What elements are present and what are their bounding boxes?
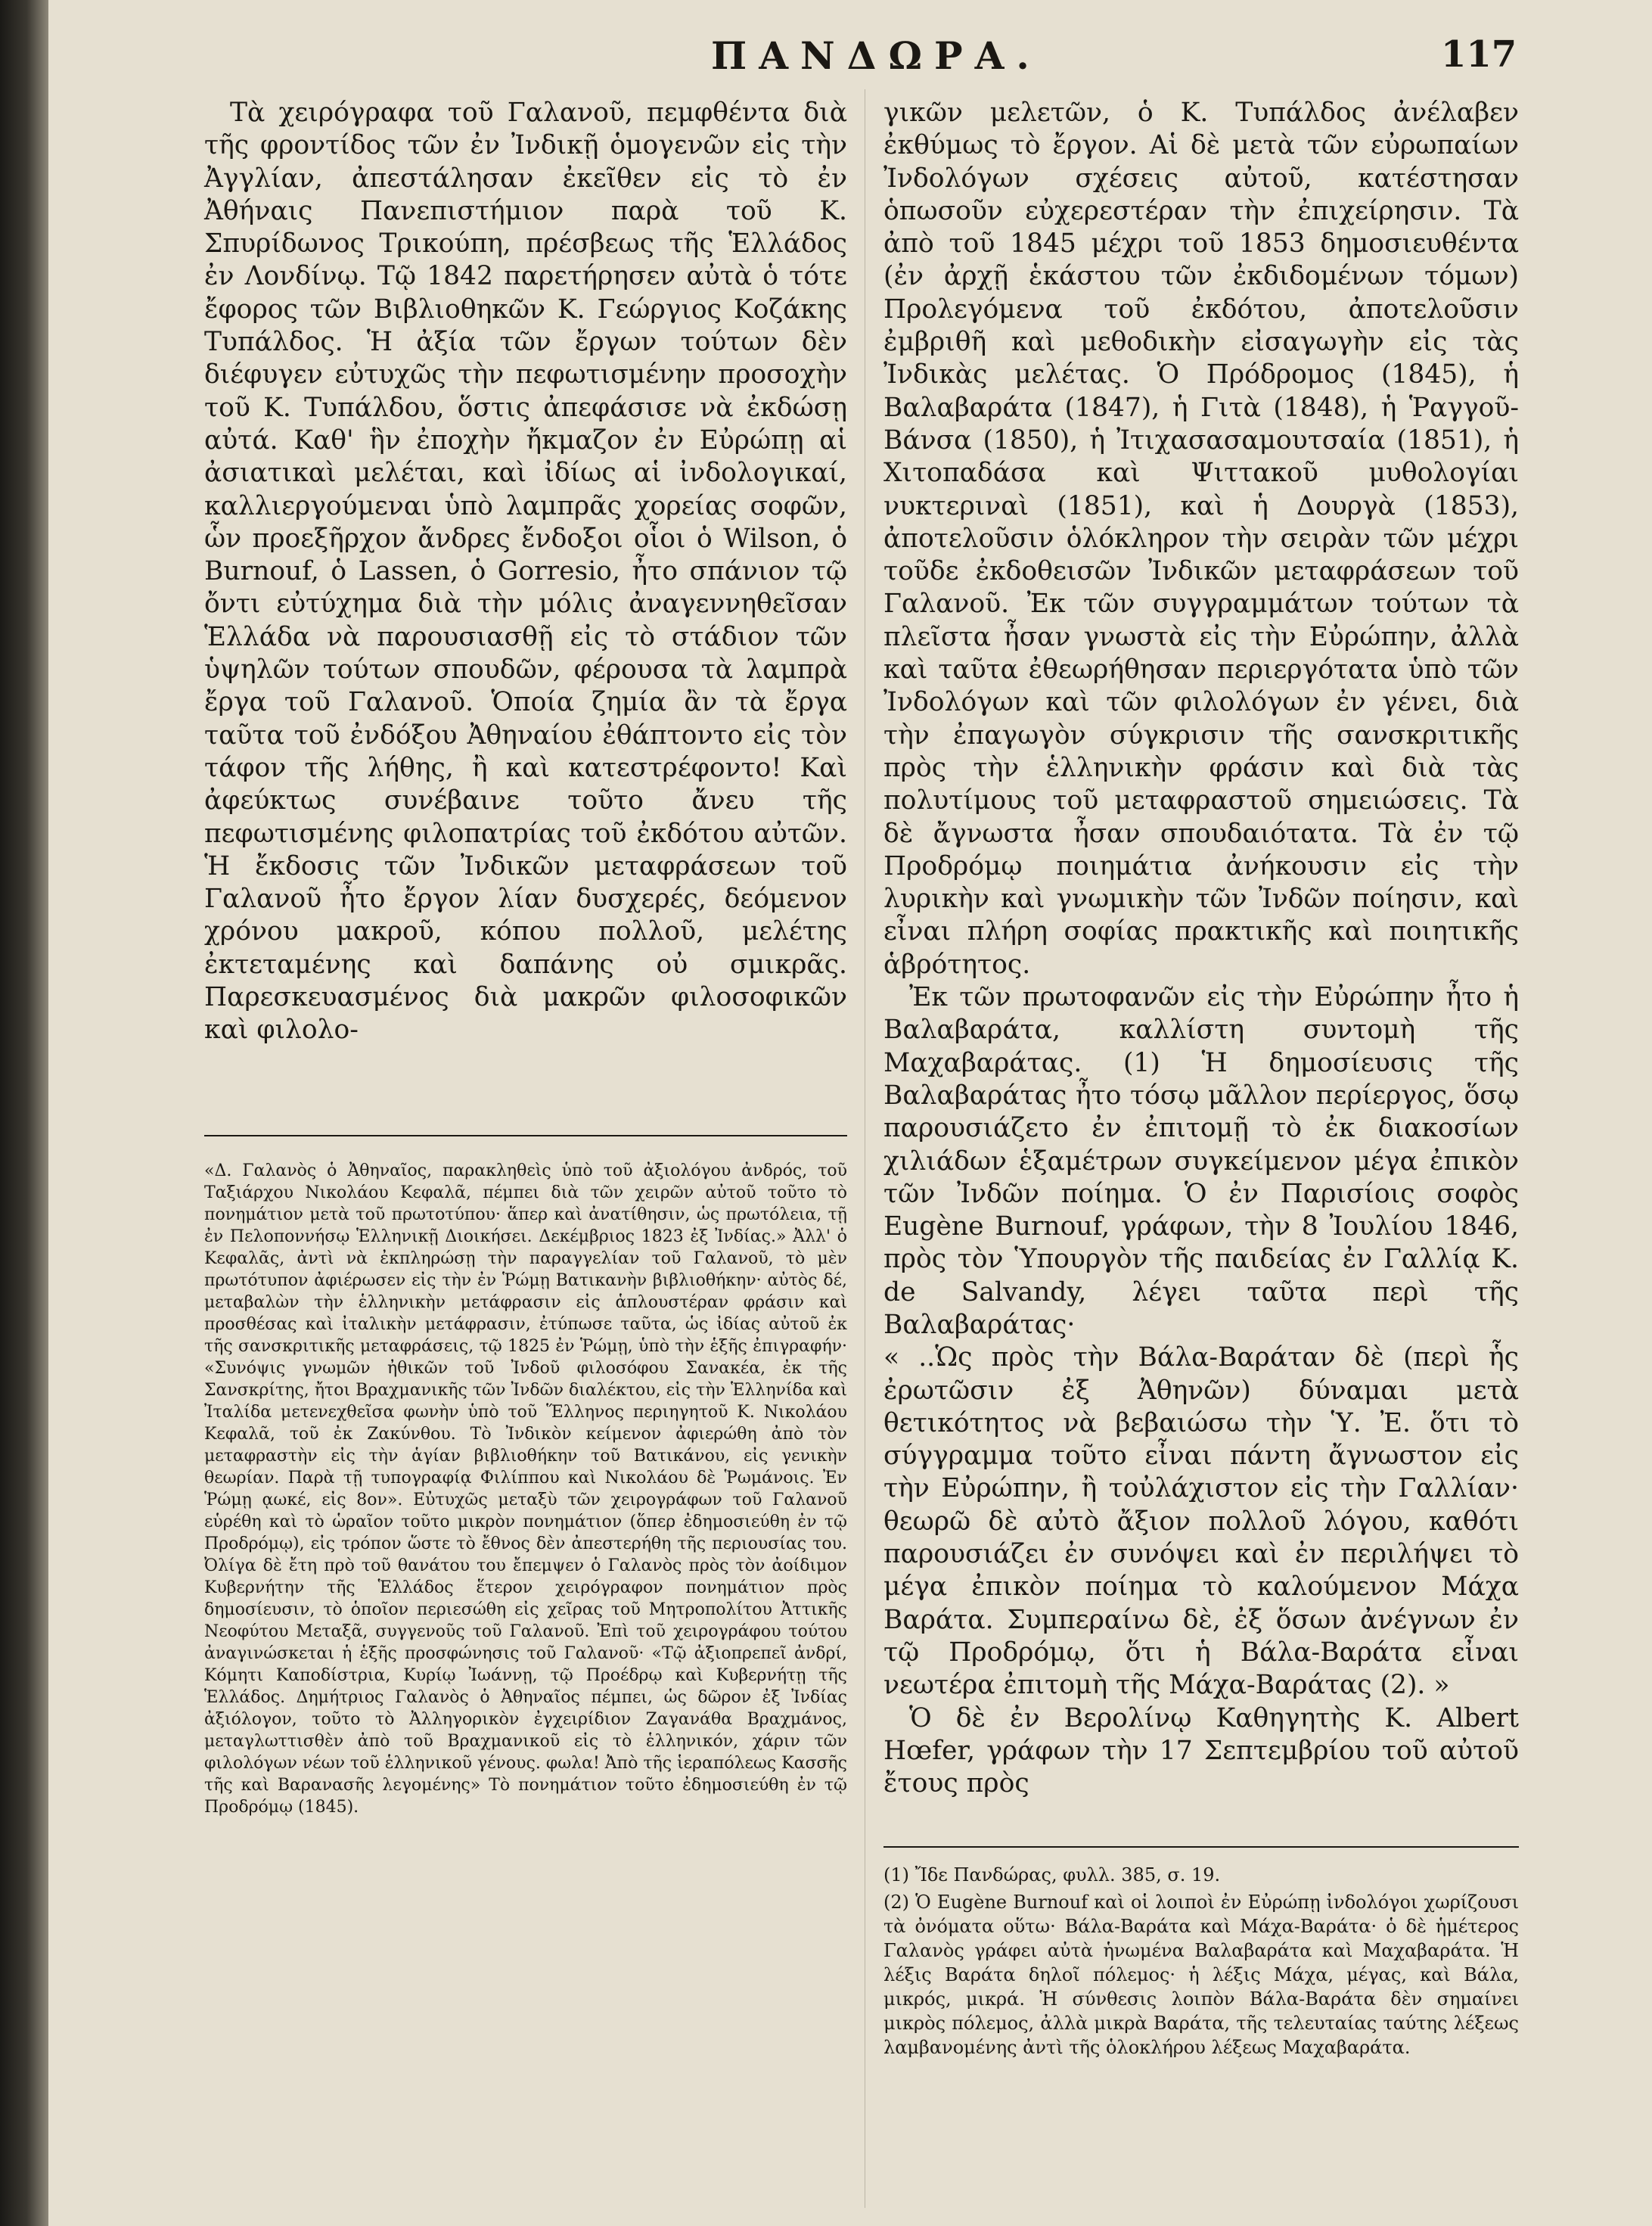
right-paragraph-3: Ὁ δὲ ἐν Βερολίνῳ Καθηγητὴς Κ. Albert Hœfer, γράφων τὴν 17 Σεπτεμβρίου τοῦ αὐτοῦ ἔτους πρὸς [883, 1702, 1519, 1799]
footnote-1: (1) Ἴδε Πανδώρας, φυλλ. 385, σ. 19. [883, 1864, 1221, 1886]
footnote-2: (2) Ὁ Eugène Burnouf καὶ οἱ λοιποὶ ἐν Εὐρώπῃ ἰνδολόγοι χωρίζουσι τὰ ὀνόματα οὕτω· Βάλα-Βαράτα καὶ Μάχα-Βαράτα· ὁ δὲ ἡμέτερος Γαλανὸς γράφει αὐτὰ ἡνωμένα Βαλαβαράτα καὶ Μαχαβαράτα. Ἡ λέξις Βαράτα δηλοῖ πόλεμος· ἡ λέξις Μάχα, μέγας, καὶ Βάλα, μικρός, μικρά. Ἡ σύνθεσις λοιπὸν Βάλα-Βαράτα δὲν σημαίνει μικρὸς πόλεμος, ἀλλὰ μικρὰ Βαράτα, τῆς τελευταίας ταύτης λέξεως λαμβανομένης ἀντὶ τῆς ὁλοκλήρου λέξεως Μαχαβαράτα. [883, 1892, 1519, 2058]
left-footnote [204, 1160, 847, 1821]
right-paragraph-2: Ἐκ τῶν πρωτοφανῶν εἰς τὴν Εὐρώπην ἦτο ἡ Βαλαβαράτα, καλλίστη συντομὴ τῆς Μαχαβαράτας. (1) Ἡ δημοσίευσις τῆς Βαλαβαράτας ἦτο τόσῳ μᾶλλον περίεργος, ὅσῳ παρουσιάζετο ἐν ἐπιτομῇ τὸ ἐκ διακοσίων χιλιάδων ἑξαμέτρων συγκείμενον μέγα ἐπικὸν τῶν Ἰνδῶν ποίημα. Ὁ ἐν Παρισίοις σοφὸς Eugène Burnouf, γράφων, τὴν 8 Ἰουλίου 1846, πρὸς τὸν Ὑπουργὸν τῆς παιδείας ἐν Γαλλίᾳ Κ. de Salvandy, λέγει ταῦτα περὶ τῆς Βαλαβαράτας· [883, 982, 1519, 1340]
book-spine-shadow [0, 0, 48, 2226]
left-body-paragraph: Τὰ χειρόγραφα τοῦ Γαλανοῦ, πεμφθέντα διὰ τῆς φροντίδος τῶν ἐν Ἰνδικῇ ὁμογενῶν εἰς τὴν Ἀγγλίαν, ἀπεστάλησαν ἐκεῖθεν εἰς τὸ ἐν Ἀθήναις Πανεπιστήμιον παρὰ τοῦ Κ. Σπυρίδωνος Τρικούπη, πρέσβεως τῆς Ἑλλάδος ἐν Λονδίνῳ. Τῷ 1842 παρετήρησεν αὐτὰ ὁ τότε ἔφορος τῶν Βιβλιοθηκῶν Κ. Γεώργιος Κοζάκης Τυπάλδος. Ἡ ἀξία τῶν ἔργων τούτων δὲν διέφυγεν εὐτυχῶς τὴν πεφωτισμένην προσοχὴν τοῦ Κ. Τυπάλδου, ὅστις ἀπεφάσισε νὰ ἐκδώσῃ αὐτά. Καθ' ἣν ἐποχὴν ἤκμαζον ἐν Εὐρώπῃ αἱ ἀσιατικαὶ μελέται, καὶ ἰδίως αἱ ἰνδολογικαί, καλλιεργούμεναι ὑπὸ λαμπρᾶς χορείας σοφῶν, ὧν προεξῆρχον ἄνδρες ἔνδοξοι οἷοι ὁ Wilson, ὁ Burnouf, ὁ Lassen, ὁ Gorresio, ἦτο σπάνιον τῷ ὄντι εὐτύχημα διὰ τὴν μόλις ἀναγεννηθεῖσαν Ἑλλάδα νὰ παρουσιασθῇ εἰς τὸ στάδιον τῶν ὑψηλῶν τούτων σπουδῶν, φέρουσα τὰ λαμπρὰ ἔργα τοῦ Γαλανοῦ. Ὁποία ζημία ἂν τὰ ἔργα ταῦτα τοῦ ἐνδόξου Ἀθηναίου ἐθάπτοντο εἰς τὸν τάφον τῆς λήθης, ἢ καὶ κατεστρέφοντο! Καὶ ἀφεύκτως συνέβαινε τοῦτο ἄνευ τῆς πεφωτισμένης φιλοπατρίας τοῦ ἐκδότου αὐτῶν. Ἡ ἔκδοσις τῶν Ἰνδικῶν μεταφράσεων τοῦ Γαλανοῦ ἦτο ἔργον λίαν δυσχερές, δεόμενον χρόνου μακροῦ, κόπου πολλοῦ, μελέτης ἐκτεταμένης καὶ δαπάνης οὐ σμικρᾶς. Παρεσκευασμένος διὰ μακρῶν φιλοσοφικῶν καὶ φιλολο- [204, 98, 847, 1046]
page-number: 117 [1441, 33, 1517, 76]
right-column [883, 97, 1519, 1800]
right-footnotes [883, 1863, 1519, 2063]
left-footnote-text: «Δ. Γαλανὸς ὁ Ἀθηναῖος, παρακληθεὶς ὑπὸ τοῦ ἀξιολόγου ἀνδρός, τοῦ Ταξιάρχου Νικολάου Κεφαλᾶ, πέμπει διὰ τῶν χειρῶν αὐτοῦ τοῦτο τὸ πονημάτιον μετὰ τοῦ πρωτοτύπου· ἅπερ καὶ ἀνατίθησιν, ὡς πρωτόλεια, τῇ ἐν Πελοποννήσῳ Ἑλληνικῇ Διοικήσει. Δεκέμβριος 1823 ἐξ Ἰνδίας.» Ἀλλ' ὁ Κεφαλᾶς, ἀντὶ νὰ ἐκπληρώσῃ τὴν παραγγελίαν τοῦ Γαλανοῦ, τὸ μὲν πρωτότυπον ἀφιέρωσεν εἰς τὴν ἐν Ῥώμῃ Βατικανὴν βιβλιοθήκην· αὐτὸς δέ, μεταβαλὼν τὴν ἑλληνικὴν μετάφρασιν εἰς ἁπλουστέραν φράσιν καὶ προσθέσας καὶ ἰταλικὴν μετάφρασιν, ἐτύπωσε ταῦτα, ὡς ἰδίας αὐτοῦ ἐκ τῆς σανσκριτικῆς μεταφράσεις, τῷ 1825 ἐν Ῥώμῃ, ὑπὸ τὴν ἑξῆς ἐπιγραφήν· «Συνόψις γνωμῶν ἠθικῶν τοῦ Ἰνδοῦ φιλοσόφου Σανακέα, ἐκ τῆς Σανσκρίτης, ἤτοι Βραχμανικῆς τῶν Ἰνδῶν διαλέκτου, εἰς τὴν Ἑλληνίδα καὶ Ἰταλίδα μετενεχθεῖσα φωνὴν ὑπὸ τοῦ Ἕλληνος περιηγητοῦ Κ. Νικολάου Κεφαλᾶ, τοῦ ἐκ Ζακύνθου. Τὸ Ἰνδικὸν κείμενον ἀφιερώθη ἀπὸ τὸν μεταφραστὴν εἰς τὴν ἁγίαν βιβλιοθήκην τοῦ Βατικάνου, εἰς γενικὴν θεωρίαν. Παρὰ τῇ τυπογραφίᾳ Φιλίππου καὶ Νικολάου δὲ Ῥωμάνοις. Ἐν Ῥώμῃ ᾳωκέ, εἰς 8ον». Εὐτυχῶς μεταξὺ τῶν χειρογράφων τοῦ Γαλανοῦ εὑρέθη καὶ τὸ ὡραῖον τοῦτο μικρὸν πονημάτιον (ὅπερ ἐδημοσιεύθη ἐν τῷ Προδρόμῳ), εἰς τρόπον ὥστε τὸ ἔθνος δὲν ἀπεστερήθη τῆς περιουσίας του. Ὀλίγα δὲ ἔτη πρὸ τοῦ θανάτου του ἔπεμψεν ὁ Γαλανὸς πρὸς τὸν ἀοίδιμον Κυβερνήτην τῆς Ἑλλάδος ἕτερον χειρόγραφον πονημάτιον πρὸς δημοσίευσιν, τὸ ὁποῖον περιεσώθη εἰς χεῖρας τοῦ Μητροπολίτου Ἀττικῆς Νεοφύτου Μεταξᾶ, συγγενοῦς τοῦ Γαλανοῦ. Ἐπὶ τοῦ χειρογράφου τούτου ἀναγινώσκεται ἡ ἑξῆς προσφώνησις τοῦ Γαλανοῦ· «Τῷ ἀξιοπρεπεῖ ἀνδρί, Κόμητι Καποδίστρια, Κυρίῳ Ἰωάννῃ, τῷ Προέδρῳ καὶ Κυβερνήτῃ τῆς Ἑλλάδος. Δημήτριος Γαλανὸς ὁ Ἀθηναῖος πέμπει, ὡς δῶρον ἐξ Ἰνδίας ἀξιόλογον, τοῦτο τὸ Ἀλληγορικὸν ἐγχειρίδιον Ζαγανάθα Βραχμάνος, μεταγλωττισθὲν ἀπὸ τοῦ Βραχμανικοῦ εἰς τὸ ἑλληνικόν, χάριν τῶν φιλολόγων νέων τοῦ ἑλληνικοῦ γένους. φωλα! Ἀπὸ τῆς ἱεραπόλεως Κασσῆς τῆς καὶ Βαρανασῆς λεγομένης» Τὸ πονημάτιον τοῦτο ἐδημοσιεύθη ἐν τῷ Προδρόμῳ (1845). [204, 1161, 847, 1817]
running-header-title: ΠΑΝΔΩΡΑ. [711, 33, 1042, 78]
left-column [204, 97, 847, 1047]
right-paragraph-1: γικῶν μελετῶν, ὁ Κ. Τυπάλδος ἀνέλαβεν ἐκθύμως τὸ ἔργον. Αἱ δὲ μετὰ τῶν εὐρωπαίων Ἰνδολόγων σχέσεις αὐτοῦ, κατέστησαν ὁπωσοῦν εὐχερεστέραν τὴν ἐπιχείρησιν. Τὰ ἀπὸ τοῦ 1845 μέχρι τοῦ 1853 δημοσιευθέντα (ἐν ἀρχῇ ἑκάστου τῶν ἐκδιδομένων τόμων) Προλεγόμενα τοῦ ἐκδότου, ἀποτελοῦσιν ἐμβριθῆ καὶ μεθοδικὴν εἰσαγωγὴν εἰς τὰς Ἰνδικὰς μελέτας. Ὁ Πρόδρομος (1845), ἡ Βαλαβαράτα (1847), ἡ Γιτὰ (1848), ἡ Ῥαγγοῦ-Βάνσα (1850), ἡ Ἰτιχασασαμουτσαία (1851), ἡ Χιτοπαδάσα καὶ Ψιττακοῦ μυθολογίαι νυκτεριναὶ (1851), καὶ ἡ Δουργὰ (1853), ἀποτελοῦσιν ὁλόκληρον τὴν σειρὰν τῶν μέχρι τοῦδε ἐκδοθεισῶν Ἰνδικῶν μεταφράσεων τοῦ Γαλανοῦ. Ἐκ τῶν συγγραμμάτων τούτων τὰ πλεῖστα ἦσαν γνωστὰ εἰς τὴν Εὐρώπην, ἀλλὰ καὶ ταῦτα ἐθεωρήθησαν περιεργότατα ὑπὸ τῶν Ἰνδολόγων καὶ τῶν φιλολόγων ἐν γένει, διὰ τὴν ἐπαγωγὸν σύγκρισιν τῆς σανσκριτικῆς πρὸς τὴν ἑλληνικὴν φράσιν καὶ διὰ τὰς πολυτίμους τοῦ μεταφραστοῦ σημειώσεις. Τὰ δὲ ἄγνωστα ἦσαν σπουδαιότατα. Τὰ ἐν τῷ Προδρόμῳ ποιημάτια ἀνήκουσιν εἰς τὴν λυρικὴν καὶ γνωμικὴν τῶν Ἰνδῶν ποίησιν, καὶ εἶναι πλήρη σοφίας πρακτικῆς καὶ ποιητικῆς ἁβρότητος. [883, 98, 1519, 980]
right-quotation: « ..Ὡς πρὸς τὴν Βάλα-Βαράταν δὲ (περὶ ἧς ἐρωτῶσιν ἐξ Ἀθηνῶν) δύναμαι μετὰ θετικότητος νὰ βεβαιώσω τὴν Ὑ. Ἐ. ὅτι τὸ σύγγραμμα τοῦτο εἶναι πάντη ἄγνωστον εἰς τὴν Εὐρώπην, ἢ τοὐλάχιστον εἰς τὴν Γαλλίαν· θεωρῶ δὲ αὐτὸ ἄξιον πολλοῦ λόγου, καθότι παρουσιάζει ἐν συνόψει καὶ ἐν περιλήψει τὸ μέγα ἐπικὸν ποίημα τὸ καλούμενον Μάχα Βαράτα. Συμπεραίνω δὲ, ἐξ ὅσων ἀνέγνων ἐν τῷ Προδρόμῳ, ὅτι ἡ Βάλα-Βαράτα εἶναι νεωτέρα ἐπιτομὴ τῆς Μάχα-Βαράτας (2). » [883, 1342, 1519, 1701]
right-footnote-rule [883, 1846, 1519, 1848]
left-footnote-rule [204, 1135, 847, 1136]
